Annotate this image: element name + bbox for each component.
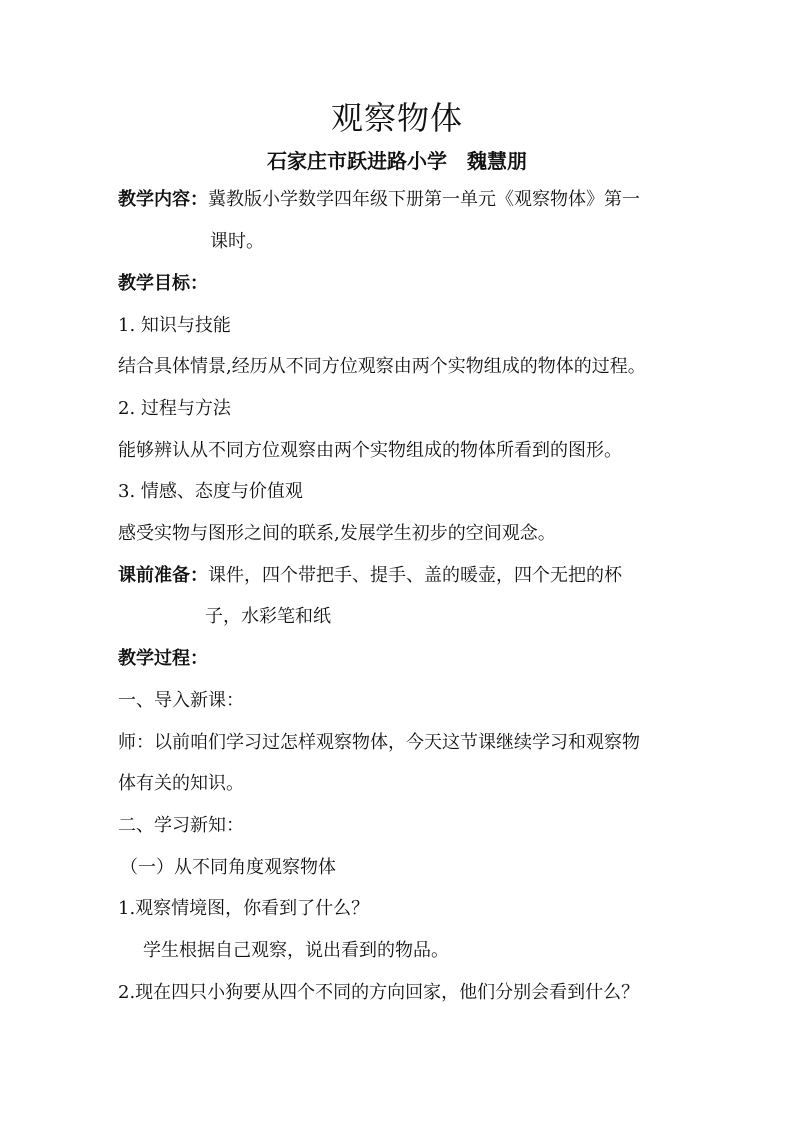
teaching-process-label: 教学过程： <box>118 648 208 669</box>
section-1-heading: 一、导入新课： <box>118 690 244 711</box>
section-1-text-continuation: 体有关的知识。 <box>118 773 244 794</box>
preparation-line <box>118 562 622 590</box>
preparation-continuation: 子，水彩笔和纸 <box>205 606 331 627</box>
step-2: 2.现在四只小狗要从四个不同的方向回家，他们分别会看到什么？ <box>118 982 640 1003</box>
goal-1-text: 结合具体情景,经历从不同方位观察由两个实物组成的物体的过程。 <box>118 356 646 377</box>
goal-3-heading: 3. 情感、态度与价值观 <box>118 481 303 502</box>
teaching-content-label: 教学内容： <box>118 189 208 210</box>
teaching-content-text: 冀教版小学数学四年级下册第一单元《观察物体》第一 <box>208 189 640 210</box>
preparation-label: 课前准备： <box>118 565 208 586</box>
teaching-goals-label: 教学目标： <box>118 273 208 294</box>
document-title: 观察物体 <box>330 99 463 137</box>
teaching-content-line <box>118 186 640 214</box>
author-byline: 石家庄市跃进路小学 魏慧朋 <box>267 149 527 173</box>
goal-2-heading: 2. 过程与方法 <box>118 398 231 419</box>
subsection-1-heading: （一）从不同角度观察物体 <box>120 857 336 878</box>
goal-3-text: 感受实物与图形之间的联系,发展学生初步的空间观念。 <box>118 523 556 544</box>
goal-2-text: 能够辨认从不同方位观察由两个实物组成的物体所看到的图形。 <box>118 440 622 461</box>
teaching-content-continuation: 课时。 <box>210 231 264 252</box>
goal-1-heading: 1. 知识与技能 <box>118 315 231 336</box>
section-2-heading: 二、学习新知： <box>118 815 244 836</box>
section-1-text: 师：以前咱们学习过怎样观察物体，今天这节课继续学习和观察物 <box>118 732 640 753</box>
preparation-text: 课件，四个带把手、提手、盖的暖壶，四个无把的杯 <box>208 565 622 586</box>
step-1: 1.观察情境图，你看到了什么？ <box>118 898 370 919</box>
step-1-answer: 学生根据自己观察，说出看到的物品。 <box>143 940 449 961</box>
